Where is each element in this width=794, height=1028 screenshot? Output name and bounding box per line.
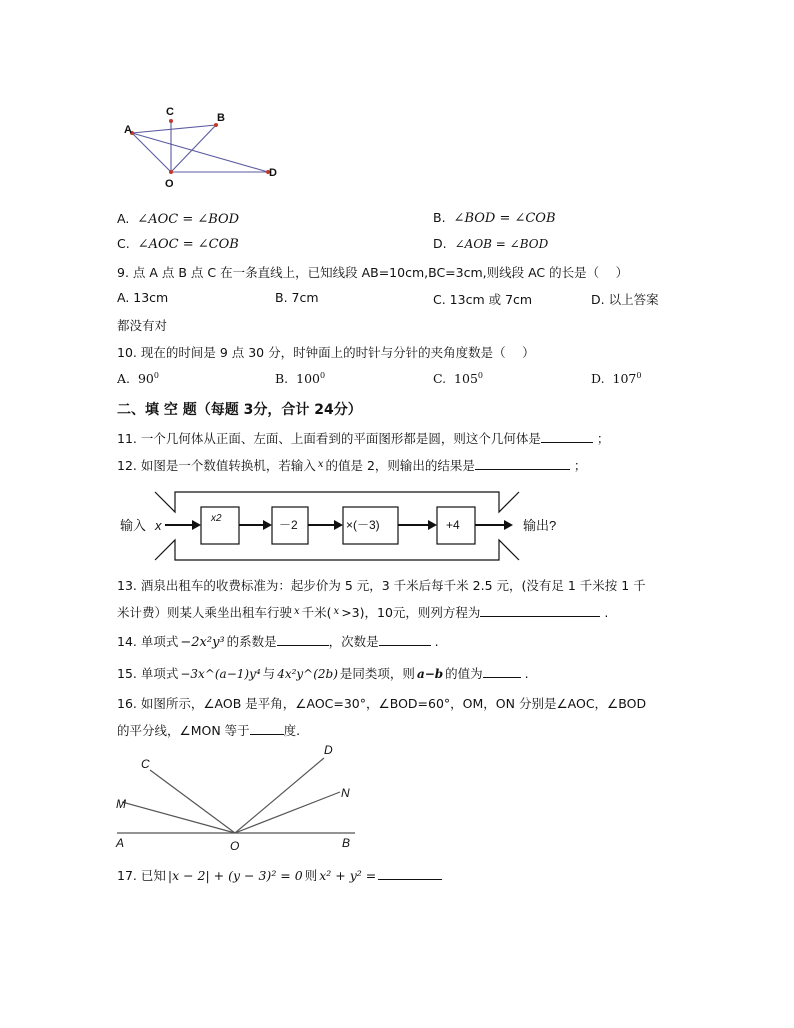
q9-stem: 9. 点 A 点 B 点 C 在一条直线上，已知线段 AB=10cm,BC=3cm,则线段 AC 的长是（ ） [117,265,629,280]
fig16-label-b: B [342,836,351,850]
q13-answer-blank[interactable] [480,604,600,617]
machine-box-4-label: +4 [446,518,460,532]
q10-option-a: A. $90^0$ [117,371,159,387]
q9-option-d: D. 以上答案 [591,292,659,307]
q14-expression: −2x²y³ [180,635,225,650]
fig8-label-d: D [269,167,277,179]
fig16-label-n: N [341,786,350,800]
q12: 12. 如图是一个数值转换机，若输入 $^x$ 的值是 2，则输出的结果是 ； [117,458,587,473]
q8-figure [115,100,285,195]
q11: 11. 一个几何体从正面、左面、上面看到的平面图形都是圆，则这个几何体是 ； [117,431,610,446]
q13-line1: 13. 酒泉出租车的收费标准为：起步价为 5 元，3 千米后每千米 2.5 元，(没有足 1 千米按 1 千 [117,578,646,593]
q14: 14. 单项式 −2x²y³ 的系数是 ，次数是 . [117,634,439,650]
machine-box-3-label: ×(－3) [346,518,380,532]
fig8-label-c: C [166,106,174,118]
q8-option-a-text: ∠AOC = ∠BOD [137,212,240,227]
q14-degree-blank[interactable] [379,633,431,646]
q15-expression-2: 4x²y^(2b) [277,667,338,681]
fig16-label-a: A [116,836,125,850]
fig8-label-b: B [217,112,225,124]
q16-line1: 16. 如图所示，∠AOB 是平角，∠AOC=30°，∠BOD=60°，OM，ON 分别是∠AOC，∠BOD [117,696,647,711]
fig16-label-m: M [116,797,126,811]
q10-stem: 10. 现在的时间是 9 点 30 分，时钟面上的时针与分针的夹角度数是（ ） [117,345,535,360]
q9-option-b: B. 7cm [275,290,319,305]
machine-output-label: 输出? [523,518,557,533]
q9-option-c: C. 13cm 或 7cm [433,292,533,307]
q8-option-c-text: ∠AOC = ∠COB [137,237,239,252]
q15-answer-blank[interactable] [483,665,521,678]
fig8-label-o: O [165,178,174,190]
q14-coefficient-blank[interactable] [277,633,329,646]
q16-answer-blank[interactable] [250,722,284,735]
q8-option-d: D. ∠AOB = ∠BOD [433,236,549,251]
fig8-label-a: A [124,124,132,136]
q10-option-d: D. $107^0$ [591,371,642,387]
section-2-heading: 二、填 空 题（每题 3分，合计 24分） [117,402,362,418]
fig16-label-c: C [141,757,150,771]
q17-expression-2: x² + y² = [319,868,377,883]
machine-box-2-label: －2 [279,518,298,532]
q8-option-a: A. ∠AOC = ∠BOD [117,211,240,227]
machine-input-label: 输入 [120,518,147,533]
fig16-label-o: O [230,839,240,853]
q15-expression-1: −3x^(a−1)y⁴ [180,667,261,681]
q17-expression: |x − 2| + (y − 3)² = 0 [167,868,303,883]
q17-answer-blank[interactable] [378,867,442,880]
q8-option-d-text: ∠AOB = ∠BOD [454,237,549,251]
q15-expression-3: a−b [416,667,444,681]
fig16-label-d: D [324,743,333,757]
q8-option-b: B. ∠BOD = ∠COB [433,210,556,226]
q16-angle-figure [112,740,362,855]
q9-continuation: 都没有对 [117,318,168,333]
q17: 17. 已知 |x − 2| + (y − 3)² = 0 则 x² + y² = [117,866,442,884]
q8-option-c: C. ∠AOC = ∠COB [117,236,239,252]
q13-line2: 米计费）则某人乘坐出租车行驶 $^x$ 千米( $^x$ >3)，10元，则列方程为 . [117,605,609,620]
q10-option-b: B. $100^0$ [275,371,326,387]
q10-option-c: C. $105^0$ [433,371,483,387]
machine-box-1-label: x2 [211,513,222,524]
q11-answer-blank[interactable] [541,430,593,443]
q12-answer-blank[interactable] [475,457,570,470]
conversion-machine-diagram [115,490,575,565]
q9-option-a: A. 13cm [117,290,169,305]
machine-input-var: x [155,518,162,533]
q8-option-b-text: ∠BOD = ∠COB [453,211,556,226]
q16-line2: 的平分线，∠MON 等于 度. [117,723,301,738]
q15: 15. 单项式 −3x^(a−1)y⁴ 与 4x²y^(2b) 是同类项，则 a−b 的值为 . [117,666,529,681]
